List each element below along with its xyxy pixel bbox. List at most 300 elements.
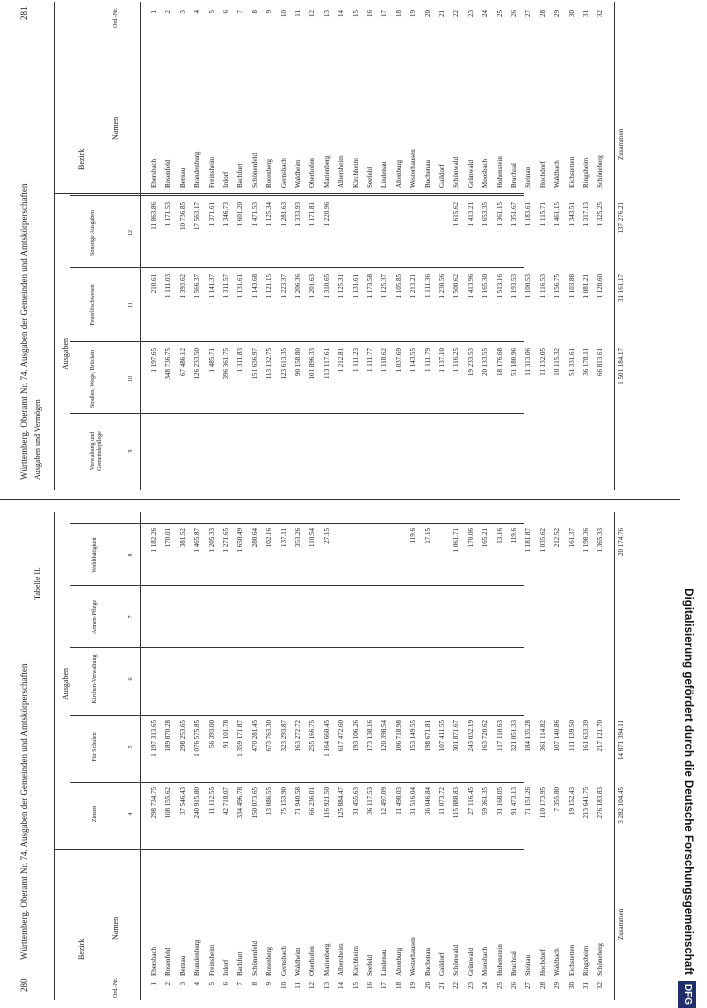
row-value: 119.6: [409, 528, 418, 544]
right-top-rule: [54, 2, 55, 490]
group-header: Ausgaben: [61, 668, 70, 700]
row-value: 361 114.82: [538, 720, 547, 752]
row-number: 20: [423, 10, 432, 17]
row-name: Steinau: [524, 167, 533, 188]
row-number: 7: [236, 982, 245, 986]
row-name: Brandenburg: [193, 939, 202, 976]
row-number: 26: [510, 982, 518, 989]
row-value: 1 351.67: [510, 202, 518, 227]
row-number: 10: [279, 982, 288, 989]
row-value: 1 125.37: [380, 274, 389, 299]
row-value: 161 633.39: [582, 720, 590, 752]
left-col-divider: [70, 782, 524, 783]
row-number: 17: [380, 10, 389, 17]
row-number: 24: [481, 10, 490, 17]
row-value: 31 455.63: [351, 787, 360, 815]
col-number: 4: [128, 812, 134, 816]
row-name: Freinsheim: [207, 156, 216, 188]
row-name: Lindenau: [380, 949, 389, 976]
page-fold: [0, 499, 680, 500]
left-top-rule: [54, 512, 55, 1000]
col-number: 10: [128, 376, 134, 382]
row-value: 1 413.96: [466, 274, 475, 299]
row-number: 29: [553, 982, 562, 989]
row-value: 301 871.67: [452, 720, 461, 752]
row-value: 153 149.55: [409, 720, 418, 752]
row-name: Rosenfeld: [164, 159, 173, 188]
row-value: 1 615.62: [452, 202, 461, 227]
col-number: 7: [128, 615, 134, 619]
row-value: 1 143.68: [250, 274, 259, 299]
row-value: 11 132.05: [538, 348, 547, 376]
row-name: Schönenfeld: [250, 941, 259, 976]
row-value: 31 516.04: [409, 787, 418, 815]
row-value: 1 281.63: [279, 202, 288, 227]
row-value: 1 205.33: [207, 528, 216, 553]
row-name: Seefeld: [366, 167, 374, 188]
row-value: 240 915.80: [193, 787, 202, 819]
row-value: 1 120.60: [596, 274, 605, 299]
row-value: 11 112.55: [207, 787, 216, 815]
row-value: 1 100.53: [524, 274, 533, 299]
row-name: Gaildorf: [438, 164, 446, 188]
row-number: 14: [337, 10, 346, 17]
row-name: Hochdorf: [538, 161, 547, 188]
row-value: 673 763.30: [265, 720, 274, 752]
row-value: 1 371.61: [207, 202, 216, 227]
row-name: Schönwald: [452, 944, 461, 976]
dfg-watermark: [679, 8, 697, 1008]
row-name: Bernau: [178, 955, 187, 976]
row-value: 36 117.53: [366, 787, 374, 815]
row-value: 353.26: [294, 528, 302, 548]
group-header: Ausgaben: [61, 338, 70, 370]
row-number: 27: [524, 10, 533, 17]
col-header: Zinsen: [92, 805, 98, 823]
total-label: Zusammen: [616, 908, 625, 940]
row-value: 173 138.16: [366, 720, 374, 752]
right-total-rule: [614, 2, 615, 490]
row-name: Lindenau: [380, 161, 389, 188]
row-name: Rosenfeld: [164, 947, 173, 976]
row-value: 11 313.06: [524, 348, 533, 376]
col-no-header: Ord.-Nr.: [113, 7, 119, 28]
row-value: 13 086.55: [265, 787, 274, 815]
row-value: 1 173.58: [366, 274, 374, 299]
row-value: 1 121.15: [265, 274, 274, 299]
row-value: 110.54: [308, 528, 317, 547]
row-value: 1 037.69: [394, 348, 403, 373]
row-value: 334 496.78: [236, 787, 245, 819]
row-value: 321 051.33: [510, 720, 518, 752]
row-name: Hochdorf: [538, 949, 547, 976]
row-number: 13: [322, 982, 331, 989]
row-name: Kirchheim: [351, 158, 360, 188]
page-number: 281: [19, 6, 29, 20]
row-value: 91 101.78: [222, 720, 230, 748]
row-name: Waldheim: [294, 947, 302, 976]
row-value: 217 121.70: [596, 720, 605, 752]
row-number: 9: [265, 982, 274, 986]
row-value: 1 198.36: [582, 528, 590, 553]
row-value: 1 197.65: [150, 348, 158, 373]
row-number: 30: [567, 982, 576, 989]
left-name-divider: [54, 849, 524, 850]
row-value: 1 181.87: [524, 528, 533, 553]
row-value: 163 720.62: [481, 720, 490, 752]
col-header: Armen-Pflege: [92, 600, 98, 634]
row-value: 7 355.80: [553, 787, 562, 812]
total-value: 14 871 394.11: [616, 720, 625, 760]
row-value: 165.21: [481, 528, 490, 548]
row-value: 1 230.56: [438, 274, 446, 299]
row-number: 5: [207, 982, 216, 986]
row-number: 6: [222, 10, 230, 14]
row-value: 90 158.80: [294, 348, 302, 376]
row-value: 108 155.62: [164, 787, 173, 819]
col-number: 9: [128, 449, 134, 453]
row-number: 7: [236, 10, 245, 14]
row-value: 59 361.35: [481, 787, 490, 815]
row-value: 170.06: [466, 528, 475, 548]
row-name: Altenburg: [394, 159, 403, 188]
right-col-divider: [70, 341, 524, 342]
row-value: 71 151.26: [524, 787, 533, 815]
col-number: 8: [128, 553, 134, 557]
col-header: Verwaltung und Gemeindepflege: [90, 431, 103, 471]
row-value: 213 641.75: [582, 787, 590, 819]
row-value: 348 736.75: [164, 348, 173, 380]
row-value: 1 143.55: [409, 348, 418, 373]
row-number: 29: [553, 10, 562, 17]
total-value: 1 501 184.17: [616, 348, 625, 385]
row-value: 1 111.03: [164, 274, 173, 298]
row-name: Steinau: [524, 955, 533, 976]
row-value: 1 035.62: [538, 528, 547, 553]
row-name: Bruchsal: [510, 951, 518, 976]
row-name: Waldheim: [294, 159, 302, 188]
row-value: 117 110.63: [495, 720, 504, 751]
row-name: Ebersbach: [150, 158, 158, 188]
row-value: 161.37: [567, 528, 576, 548]
row-value: 1 271.65: [222, 528, 230, 553]
row-number: 28: [538, 10, 547, 17]
row-number: 25: [495, 10, 504, 17]
row-name: Waldbach: [553, 948, 562, 976]
row-value: 1 156.75: [553, 274, 562, 299]
row-name: Albersheim: [337, 943, 346, 976]
row-value: 66 236.01: [308, 787, 317, 815]
row-name: Brandenburg: [193, 151, 202, 188]
row-value: 119.6: [510, 528, 518, 544]
row-name: Westerhausen: [409, 937, 418, 976]
row-name: Seefeld: [366, 955, 374, 976]
row-value: 1 116.25: [452, 348, 461, 373]
row-number: 9: [265, 10, 274, 14]
row-number: 21: [438, 982, 446, 989]
row-value: 396 361.75: [222, 348, 230, 380]
row-value: 1 361.15: [495, 202, 504, 227]
row-name: Grünwald: [466, 948, 475, 976]
row-value: 67 486.12: [178, 348, 187, 376]
row-value: 1 076 575.85: [193, 720, 202, 757]
row-name: Ebersbach: [150, 946, 158, 976]
row-name: Kirchheim: [351, 946, 360, 976]
row-name: Bachfurt: [236, 163, 245, 188]
row-name: Buchenau: [423, 160, 432, 188]
row-value: 1 359 171.87: [236, 720, 245, 757]
row-name: Hohenstein: [495, 156, 504, 188]
row-value: 75 153.90: [279, 787, 288, 815]
row-number: 18: [394, 982, 403, 989]
row-value: 1 220.96: [322, 202, 331, 227]
row-number: 11: [294, 982, 302, 989]
row-value: 323 293.87: [279, 720, 288, 752]
row-value: 71 940.58: [294, 787, 302, 815]
row-name: Irdorf: [222, 959, 230, 976]
row-value: 1 500.62: [452, 274, 461, 299]
row-value: 19 152.43: [567, 787, 576, 815]
row-number: 30: [567, 10, 576, 17]
row-value: 1 137.10: [438, 348, 446, 373]
row-number: 2: [164, 10, 173, 14]
row-value: 101 896.33: [308, 348, 317, 380]
row-number: 15: [351, 982, 360, 989]
row-value: 126 233.50: [193, 348, 202, 380]
row-name: Buchenau: [423, 948, 432, 976]
row-value: 36 046.84: [423, 787, 432, 815]
watermark-text: Digitalisierung gefördert durch die Deutsche Forschungsgemeinschaft: [682, 588, 694, 975]
row-value: 91 473.13: [510, 787, 518, 815]
row-number: 26: [510, 10, 518, 17]
row-value: 1 346.73: [222, 202, 230, 227]
row-name: Waldbach: [553, 160, 562, 188]
region-header: Bezirk: [77, 938, 86, 960]
row-number: 20: [423, 982, 432, 989]
row-value: 189 870.28: [164, 720, 173, 752]
row-value: 1 197 313.65: [150, 720, 158, 757]
left-col-divider: [70, 647, 524, 648]
row-value: 1 171.81: [308, 202, 317, 227]
row-value: 27 116.45: [466, 787, 475, 815]
row-value: 106 718.98: [394, 720, 403, 752]
row-value: 1 111.77: [366, 348, 374, 372]
row-name: Schönenfeld: [250, 153, 259, 188]
row-number: 22: [452, 982, 461, 989]
row-value: 113 117.61: [322, 348, 331, 379]
row-name: Rotenberg: [265, 946, 274, 976]
table-label: Tabelle II.: [33, 567, 42, 600]
row-value: 20 133.55: [481, 348, 490, 376]
row-value: 11 073.72: [438, 787, 446, 815]
row-name: Eichstetten: [567, 156, 576, 188]
row-name: Bernau: [178, 167, 187, 188]
row-value: 111 139.50: [567, 720, 576, 751]
row-value: 17 563.17: [193, 202, 202, 230]
row-value: 19 233.53: [466, 348, 475, 376]
right-header-rule: [140, 2, 141, 490]
row-value: 12 497.09: [380, 787, 389, 815]
row-value: 37 546.43: [178, 787, 187, 815]
row-number: 6: [222, 982, 230, 986]
col-number: 5: [128, 745, 134, 749]
row-name: Oberhofen: [308, 158, 317, 188]
row-name: Gernsbach: [279, 158, 288, 188]
row-number: 4: [193, 10, 202, 14]
row-name: Altenburg: [394, 947, 403, 976]
row-number: 23: [466, 982, 475, 989]
row-name: Oberhofen: [308, 946, 317, 976]
row-number: 8: [250, 10, 259, 14]
row-value: 1 311.57: [222, 274, 230, 299]
row-number: 12: [308, 982, 317, 989]
row-value: 1 183.61: [524, 202, 533, 227]
row-value: 193 106.26: [351, 720, 360, 752]
row-name: Westerhausen: [409, 149, 418, 188]
row-value: 10 115.32: [553, 348, 562, 376]
row-value: 470 281.45: [250, 720, 259, 752]
row-value: 1 365.33: [596, 528, 605, 553]
row-number: 2: [164, 982, 173, 986]
col-header: Wohlthätigkeit: [92, 537, 98, 573]
row-value: 1 471.53: [250, 202, 259, 227]
row-value: 1 413.21: [466, 202, 475, 227]
row-value: 107 140.86: [553, 720, 562, 752]
row-value: 10 736.85: [178, 202, 187, 230]
row-value: 1 325.25: [596, 202, 605, 227]
row-name: Irdorf: [222, 171, 230, 188]
row-number: 3: [178, 982, 187, 986]
row-number: 32: [596, 10, 605, 17]
row-number: 10: [279, 10, 288, 17]
row-name: Freinsheim: [207, 944, 216, 976]
row-value: 1 125.34: [265, 202, 274, 227]
col-header: Straßen, Wege, Brücken: [90, 349, 96, 409]
row-value: 1 111.79: [423, 348, 432, 372]
col-number: 12: [128, 230, 134, 236]
row-value: 1 125.31: [337, 274, 346, 299]
row-value: 1 212.81: [337, 348, 346, 373]
row-number: 27: [524, 982, 533, 989]
row-number: 1: [150, 10, 158, 14]
row-value: 42 718.07: [222, 787, 230, 815]
row-name: Schönwald: [452, 156, 461, 188]
row-value: 1 171.53: [164, 202, 173, 227]
row-value: 381.52: [178, 528, 187, 548]
row-name: Gaildorf: [438, 952, 446, 976]
row-value: 1 343.51: [567, 202, 576, 227]
row-number: 17: [380, 982, 389, 989]
row-value: 151 636.97: [250, 348, 259, 380]
row-number: 23: [466, 10, 475, 17]
row-value: 198 671.81: [423, 720, 432, 752]
row-value: 1 513.16: [495, 274, 504, 299]
row-value: 1 566.37: [193, 274, 202, 299]
row-name: Rotenberg: [265, 158, 274, 188]
row-value: 1 165.30: [481, 274, 490, 299]
row-number: 21: [438, 10, 446, 17]
row-value: 1 103.88: [567, 274, 576, 299]
row-value: 184 135.28: [524, 720, 533, 752]
row-value: 113 132.75: [265, 348, 274, 380]
row-number: 22: [452, 10, 461, 17]
row-name: Eichstetten: [567, 944, 576, 976]
row-value: 1 141.37: [207, 274, 216, 299]
row-value: 1 601.20: [236, 202, 245, 227]
row-name: Schöneberg: [596, 155, 605, 188]
row-value: 212.52: [553, 528, 562, 548]
row-value: 170.01: [164, 528, 173, 548]
row-value: 255 166.75: [308, 720, 317, 752]
row-name: Albersheim: [337, 155, 346, 188]
row-value: 1 393.62: [178, 274, 187, 299]
row-value: 31 168.05: [495, 787, 504, 815]
total-value: 31 161.17: [616, 274, 625, 302]
row-value: 298 734.75: [150, 787, 158, 819]
row-name: Marienberg: [322, 943, 331, 976]
row-number: 15: [351, 10, 360, 17]
left-col-divider: [70, 523, 524, 524]
col-number: 11: [128, 302, 134, 308]
left-total-rule: [614, 512, 615, 1000]
total-label: Zusammen: [616, 128, 625, 160]
col-no-header: Ord.-Nr.: [113, 977, 119, 998]
row-number: 5: [207, 10, 216, 14]
row-number: 13: [322, 10, 331, 17]
row-value: 1 310.65: [322, 274, 331, 299]
row-number: 32: [596, 982, 605, 989]
row-value: 1 193.53: [510, 274, 518, 299]
row-name: Moosbach: [481, 158, 490, 188]
row-name: Bachfurt: [236, 951, 245, 976]
row-value: 1 333.93: [294, 202, 302, 227]
row-number: 3: [178, 10, 187, 14]
col-number: 6: [128, 677, 134, 681]
sub-head: Ausgaben und Vermögen: [33, 399, 42, 480]
row-number: 16: [366, 10, 374, 17]
row-value: 1 311.83: [236, 348, 245, 373]
row-value: 1 223.37: [279, 274, 288, 299]
row-number: 12: [308, 10, 317, 17]
row-value: 1 131.61: [351, 274, 360, 299]
row-number: 16: [366, 982, 374, 989]
row-number: 31: [582, 982, 590, 989]
row-value: 102.16: [265, 528, 274, 548]
row-name: Moosbach: [481, 946, 490, 976]
row-value: 11 863.86: [150, 202, 158, 230]
row-value: 1 201.63: [308, 274, 317, 299]
row-value: 27.15: [322, 528, 331, 544]
total-value: 137 276.21: [616, 202, 625, 234]
row-value: 1 650.49: [236, 528, 245, 553]
row-name: Ringsheim: [582, 157, 590, 188]
row-number: 1: [150, 982, 158, 986]
dfg-logo: DFG: [678, 981, 696, 1008]
row-name: Marienberg: [322, 155, 331, 188]
row-number: 18: [394, 10, 403, 17]
row-value: 1 317.13: [582, 202, 590, 227]
row-value: 1 061.71: [452, 528, 461, 553]
page-number: 280: [19, 978, 29, 992]
running-head: Württemberg. Oberamt Nr. 74. Ausgaben der Gemeinden und Amtskörperschaften: [19, 183, 29, 480]
row-value: 1 164 660.45: [322, 720, 331, 757]
row-value: 125 884.47: [337, 787, 346, 819]
row-number: 11: [294, 10, 302, 17]
row-value: 36 178.11: [582, 348, 590, 376]
right-col-divider: [70, 195, 524, 196]
left-col-divider: [70, 715, 524, 716]
total-value: 20 174.76: [616, 528, 625, 556]
